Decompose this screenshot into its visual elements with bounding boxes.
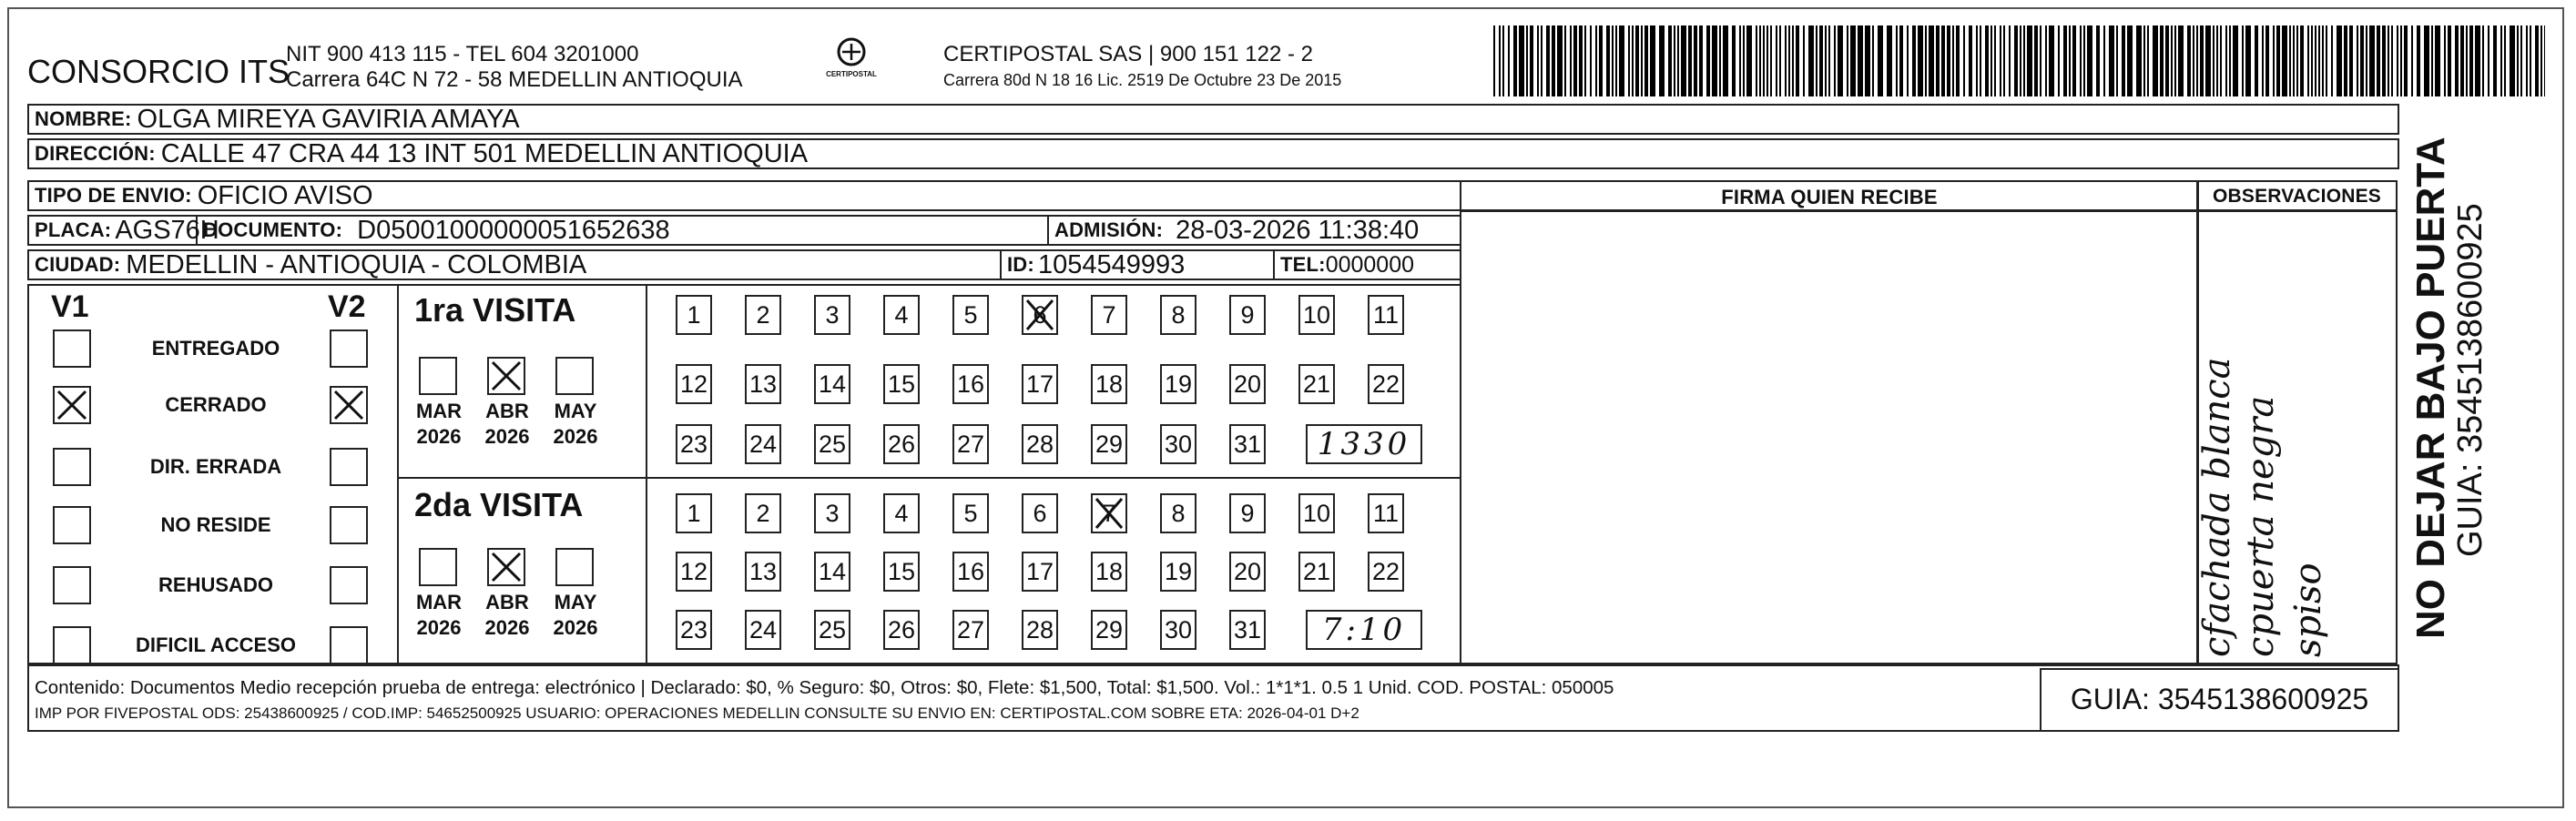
status-label-6: DIFICIL ACCESO (135, 633, 296, 656)
certipostal-logo (820, 36, 883, 100)
day-number: 1 (687, 300, 701, 329)
visit1-time-box[interactable] (1306, 424, 1422, 464)
certipostal-line2: Carrera 80d N 18 16 Lic. 2519 De Octubre 23 De 2015 (943, 71, 1342, 89)
visit2-month-checkbox-1[interactable] (419, 548, 457, 586)
day-number: 14 (818, 557, 847, 585)
visit2-day-31[interactable] (1229, 610, 1266, 650)
day-number: 13 (748, 557, 778, 585)
admision-value: 28-03-2026 11:38:40 (1176, 215, 1420, 245)
day-number: 15 (887, 370, 916, 398)
day-number: 8 (1171, 300, 1186, 329)
visit2-day-30[interactable] (1160, 610, 1196, 650)
placa-cell (29, 215, 219, 245)
direccion-label: DIRECCIÓN: (35, 142, 156, 165)
day-number: 22 (1371, 370, 1400, 398)
day-number: 23 (679, 430, 708, 458)
day-number: 10 (1302, 300, 1331, 329)
visit1-day-26[interactable] (883, 424, 920, 464)
documento-label: DOCUMENTO: (203, 218, 343, 241)
day-number: 9 (1240, 499, 1255, 527)
row-nombre (27, 104, 2399, 135)
footer-line1: Contenido: Documentos Medio recepción prueba de entrega: electrónico | Declarado: $0, % Seguro: $0, Otros: $0, Flete: $1,500, Total: $1,500. Vol.: 1*1*1. 0.5 1 Unid. COD. POSTAL: 050005 (35, 677, 1614, 698)
visit1-day-4[interactable] (883, 295, 920, 335)
observaciones-line1: cfachada blanca (2196, 357, 2238, 657)
status-label-3: DIR. ERRADA (149, 455, 282, 478)
day-number: 12 (679, 370, 708, 398)
visit1-day-30[interactable] (1160, 424, 1196, 464)
day-number: 11 (1372, 300, 1400, 329)
tel-value: 0000000 (1325, 251, 1415, 278)
visit1-day-10[interactable] (1298, 295, 1335, 335)
address-line: Carrera 64C N 72 - 58 MEDELLIN ANTIOQUIA (286, 67, 743, 92)
day-number: 6 (1033, 499, 1047, 527)
visit2-day-4[interactable] (883, 493, 920, 533)
visit1-month-label-1: MAR (415, 400, 463, 422)
day-number: 21 (1302, 557, 1331, 585)
visit2-month-label-1: MAR (415, 591, 463, 613)
placa-label: PLACA: (35, 218, 112, 241)
ciudad-value: MEDELLIN - ANTIOQUIA - COLOMBIA (126, 249, 587, 279)
visit1-day-23[interactable] (676, 424, 712, 464)
visit1-day-25[interactable] (814, 424, 850, 464)
visit1-day-20[interactable] (1229, 364, 1266, 404)
check-x-icon (55, 388, 89, 422)
nit-line: NIT 900 413 115 - TEL 604 3201000 (286, 42, 639, 66)
day-number: 30 (1164, 430, 1193, 458)
visit2-day-10[interactable] (1298, 493, 1335, 533)
visit2-day-19[interactable] (1160, 552, 1196, 592)
status-label-4: NO RESIDE (160, 513, 271, 536)
visit2-time-value: 7:10 (1321, 612, 1407, 648)
visit2-day-2[interactable] (745, 493, 781, 533)
visit1-day-15[interactable] (883, 364, 920, 404)
day-number: 31 (1233, 615, 1262, 644)
day-number: 3 (825, 499, 840, 527)
visit1-day-21[interactable] (1298, 364, 1335, 404)
day-number: 28 (1025, 615, 1054, 644)
visit1-day-5[interactable] (952, 295, 989, 335)
visit1-day-19[interactable] (1160, 364, 1196, 404)
row-placa (27, 215, 1461, 246)
visit2-day-18[interactable] (1091, 552, 1127, 592)
visit2-day-14[interactable] (814, 552, 850, 592)
firma-header-line (1460, 209, 2199, 212)
day-number: 6 (1033, 300, 1047, 329)
footer-guia: GUIA: 3545138600925 (2070, 683, 2369, 715)
v1-checkbox-4[interactable] (53, 506, 91, 544)
v1-checkbox-3[interactable] (53, 448, 91, 486)
day-number: 8 (1171, 499, 1186, 527)
day-number: 21 (1302, 370, 1331, 398)
day-number: 10 (1302, 499, 1331, 527)
ciudad-label: CIUDAD: (35, 253, 121, 276)
visit2-time-box[interactable] (1306, 610, 1422, 650)
visit2-month-checkbox-3[interactable] (555, 548, 594, 586)
visit1-month-checkbox-2[interactable] (487, 357, 525, 395)
observaciones-line2: cpuerta negra (2240, 395, 2282, 657)
visit1-day-31[interactable] (1229, 424, 1266, 464)
id-label: ID: (1007, 253, 1034, 276)
id-cell (1002, 251, 1275, 279)
visit1-day-18[interactable] (1091, 364, 1127, 404)
visit1-day-24[interactable] (745, 424, 781, 464)
visit2-year-label-2: 2026 (484, 616, 530, 639)
logo-mark-icon (833, 36, 870, 67)
visit2-day-3[interactable] (814, 493, 850, 533)
visit2-month-label-3: MAY (554, 591, 597, 613)
visit1-month-label-2: ABR (485, 400, 529, 422)
visit1-month-label-3: MAY (554, 400, 597, 422)
day-number: 25 (818, 430, 847, 458)
visit2-day-25[interactable] (814, 610, 850, 650)
day-number: 5 (963, 499, 978, 527)
visit2-day-1[interactable] (676, 493, 712, 533)
day-number: 2 (756, 300, 770, 329)
visit2-day-7[interactable] (1091, 493, 1127, 533)
day-number: 20 (1233, 370, 1262, 398)
documento-value: D05001000000051652638 (357, 215, 670, 245)
day-number: 5 (963, 300, 978, 329)
row-direccion (27, 138, 2399, 169)
check-x-icon (489, 550, 524, 584)
visit2-day-13[interactable] (745, 552, 781, 592)
day-number: 27 (956, 615, 985, 644)
placa-value: AGS76H (115, 215, 219, 245)
visit1-day-9[interactable] (1229, 295, 1266, 335)
day-number: 29 (1095, 615, 1124, 644)
visit2-day-26[interactable] (883, 610, 920, 650)
visit1-day-22[interactable] (1368, 364, 1404, 404)
day-number: 17 (1025, 557, 1054, 585)
day-number: 19 (1164, 370, 1193, 398)
day-number: 27 (956, 430, 985, 458)
day-number: 2 (756, 499, 770, 527)
check-x-icon (489, 359, 524, 393)
documento-cell (198, 217, 1049, 244)
day-number: 9 (1240, 300, 1255, 329)
visit2-day-16[interactable] (952, 552, 989, 592)
visit2-day-17[interactable] (1022, 552, 1058, 592)
visit1-day-2[interactable] (745, 295, 781, 335)
day-number: 18 (1095, 557, 1124, 585)
v1-checkbox-5[interactable] (53, 566, 91, 604)
visit1-day-13[interactable] (745, 364, 781, 404)
row-ciudad (27, 249, 1461, 280)
v1-checkbox-6[interactable] (53, 626, 91, 664)
v2-checkbox-5[interactable] (330, 566, 368, 604)
visit1-day-7[interactable] (1091, 295, 1127, 335)
day-number: 30 (1164, 615, 1193, 644)
tel-cell (1275, 251, 1414, 279)
nombre-label: NOMBRE: (35, 107, 132, 130)
visit2-day-11[interactable] (1368, 493, 1404, 533)
day-number: 19 (1164, 557, 1193, 585)
day-number: 17 (1025, 370, 1054, 398)
day-number: 4 (894, 300, 909, 329)
v2-checkbox-3[interactable] (330, 448, 368, 486)
day-number: 25 (818, 615, 847, 644)
visit2-day-24[interactable] (745, 610, 781, 650)
visit1-day-3[interactable] (814, 295, 850, 335)
day-number: 18 (1095, 370, 1124, 398)
day-number: 24 (748, 430, 778, 458)
certipostal-line1: CERTIPOSTAL SAS | 900 151 122 - 2 (943, 42, 1313, 66)
v2-checkbox-2[interactable] (330, 386, 368, 424)
visit1-year-label-2: 2026 (484, 425, 530, 448)
day-number: 16 (956, 370, 985, 398)
v1-checkbox-2[interactable] (53, 386, 91, 424)
ciudad-cell (29, 251, 1002, 279)
visit1-day-27[interactable] (952, 424, 989, 464)
observaciones-header-line (2196, 209, 2398, 212)
visit1-month-checkbox-3[interactable] (555, 357, 594, 395)
tipo-value: OFICIO AVISO (197, 180, 373, 210)
day-number: 3 (825, 300, 840, 329)
check-x-icon (1093, 495, 1125, 532)
day-number: 13 (748, 370, 778, 398)
visit1-year-label-3: 2026 (553, 425, 598, 448)
visit1-day-1[interactable] (676, 295, 712, 335)
v2-label: V2 (328, 289, 366, 324)
v2-checkbox-6[interactable] (330, 626, 368, 664)
day-number: 26 (887, 430, 916, 458)
visit2-day-23[interactable] (676, 610, 712, 650)
nombre-value: OLGA MIREYA GAVIRIA AMAYA (137, 104, 520, 134)
visit2-month-label-2: ABR (485, 591, 529, 613)
footer-line2: IMP POR FIVEPOSTAL ODS: 25438600925 / COD.IMP: 54652500925 USUARIO: OPERACIONES MEDELLIN CONSULTE SU ENVIO EN: CERTIPOSTAL.COM SOBRE ETA: 2026-04-01 D+2 (35, 704, 1359, 722)
check-x-icon (331, 388, 366, 422)
day-number: 11 (1372, 499, 1400, 527)
day-number: 22 (1371, 557, 1400, 585)
visit2-day-12[interactable] (676, 552, 712, 592)
day-number: 1 (687, 499, 701, 527)
day-number: 15 (887, 557, 916, 585)
company-name: CONSORCIO ITS (27, 53, 290, 90)
visit2-day-22[interactable] (1368, 552, 1404, 592)
id-value: 1054549993 (1037, 249, 1186, 279)
barcode-icon (1493, 25, 2545, 96)
day-number: 26 (887, 615, 916, 644)
visit1-day-11[interactable] (1368, 295, 1404, 335)
visit2-year-label-3: 2026 (553, 616, 598, 639)
visit2-year-label-1: 2026 (416, 616, 462, 639)
day-number: 20 (1233, 557, 1262, 585)
visit2-day-8[interactable] (1160, 493, 1196, 533)
status-label-1: ENTREGADO (151, 337, 280, 360)
visit1-day-8[interactable] (1160, 295, 1196, 335)
day-number: 7 (1102, 499, 1116, 527)
v1-checkbox-1[interactable] (53, 329, 91, 368)
visit1-day-6[interactable] (1022, 295, 1058, 335)
v2-checkbox-4[interactable] (330, 506, 368, 544)
visit2-day-28[interactable] (1022, 610, 1058, 650)
visit2-title: 2da VISITA (414, 486, 584, 523)
visit1-day-12[interactable] (676, 364, 712, 404)
visit1-time-value: 1330 (1317, 426, 1411, 462)
direccion-value: CALLE 47 CRA 44 13 INT 501 MEDELLIN ANTIOQUIA (160, 138, 809, 168)
visit1-month-checkbox-1[interactable] (419, 357, 457, 395)
firma-area (1460, 180, 2199, 664)
tel-label: TEL: (1280, 253, 1326, 276)
visit2-day-21[interactable] (1298, 552, 1335, 592)
visit1-title: 1ra VISITA (414, 291, 576, 329)
visit1-day-16[interactable] (952, 364, 989, 404)
visit1-day-14[interactable] (814, 364, 850, 404)
visit2-month-checkbox-2[interactable] (487, 548, 525, 586)
visit1-year-label-1: 2026 (416, 425, 462, 448)
status-label-2: CERRADO (165, 393, 267, 416)
day-number: 14 (818, 370, 847, 398)
check-x-icon (1023, 297, 1056, 333)
visit2-day-6[interactable] (1022, 493, 1058, 533)
visit1-day-28[interactable] (1022, 424, 1058, 464)
visit2-day-9[interactable] (1229, 493, 1266, 533)
day-number: 24 (748, 615, 778, 644)
admision-label: ADMISIÓN: (1054, 218, 1164, 241)
day-number: 28 (1025, 430, 1054, 458)
observaciones-label: OBSERVACIONES (2212, 186, 2382, 207)
day-number: 12 (679, 557, 708, 585)
status-label-5: REHUSADO (158, 573, 273, 596)
side-guia: GUIA: 3545138600925 (2451, 203, 2489, 557)
visit1-day-29[interactable] (1091, 424, 1127, 464)
day-number: 7 (1102, 300, 1116, 329)
tipo-label: TIPO DE ENVIO: (35, 184, 192, 207)
visit2-day-29[interactable] (1091, 610, 1127, 650)
firma-label: FIRMA QUIEN RECIBE (1721, 186, 1938, 208)
visit2-day-15[interactable] (883, 552, 920, 592)
side-notice: NO DEJAR BAJO PUERTA (2408, 137, 2453, 639)
visit2-day-20[interactable] (1229, 552, 1266, 592)
v1-label: V1 (51, 289, 89, 324)
observaciones-line3: spiso (2287, 563, 2329, 657)
day-number: 16 (956, 557, 985, 585)
day-number: 23 (679, 615, 708, 644)
visit2-day-5[interactable] (952, 493, 989, 533)
admision-cell (1049, 217, 1419, 244)
row-tipo (27, 180, 1461, 211)
day-number: 31 (1233, 430, 1262, 458)
logo-text: CERTIPOSTAL (826, 70, 877, 78)
day-number: 29 (1095, 430, 1124, 458)
visit1-day-17[interactable] (1022, 364, 1058, 404)
visit2-day-27[interactable] (952, 610, 989, 650)
v2-checkbox-1[interactable] (330, 329, 368, 368)
day-number: 4 (894, 499, 909, 527)
